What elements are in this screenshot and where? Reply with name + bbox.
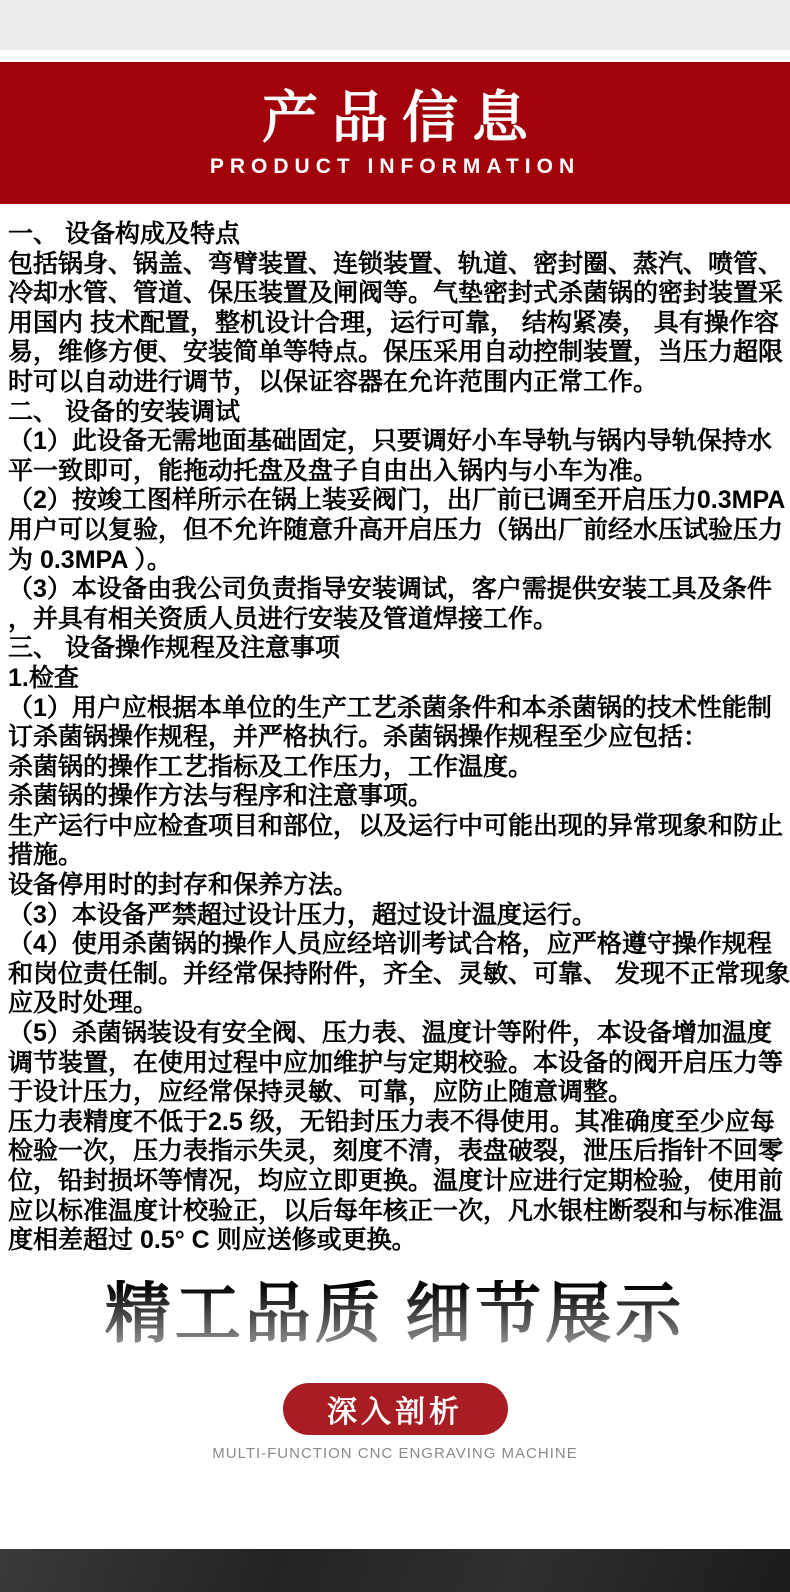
text-line: 度相差超过 0.5° C 则应送修或更换。 bbox=[8, 1226, 417, 1255]
text-line: 平一致即可，能拖动托盘及盘子自由出入锅内与小车为准。 bbox=[8, 456, 659, 485]
showcase-heading: 精工品质 细节展示 bbox=[0, 1280, 790, 1349]
text-line: （1）用户应根据本单位的生产工艺杀菌条件和本杀菌锅的技术性能制 bbox=[8, 693, 772, 722]
spacer bbox=[0, 1462, 790, 1549]
text-line: 检验一次，压力表指示失灵，刻度不清，表盘破裂，泄压后指针不回零 bbox=[8, 1137, 784, 1166]
text-line: 调节装置，在使用过程中应加维护与定期校验。本设备的阀开启压力等 bbox=[8, 1048, 784, 1077]
footer-bar bbox=[0, 1549, 790, 1592]
text-line: 订杀菌锅操作规程，并严格执行。杀菌锅操作规程至少应包括： bbox=[8, 723, 709, 752]
deep-analysis-button[interactable]: 深入剖析 bbox=[283, 1383, 508, 1435]
top-gap bbox=[0, 50, 790, 62]
text-line: 和岗位责任制。并经常保持附件，齐全、灵敏、可靠、 发现不正常现象 bbox=[8, 959, 790, 988]
text-line: （2）按竣工图样所示在锅上装妥阀门，出厂前已调至开启压力0.3MPA bbox=[8, 486, 786, 515]
text-line: 1.检查 bbox=[8, 663, 79, 692]
text-line: 设备停用时的封存和保养方法。 bbox=[8, 871, 359, 900]
product-info-banner bbox=[0, 62, 790, 204]
text-line: 一、 设备构成及特点 bbox=[8, 220, 240, 248]
top-gray-bar bbox=[0, 0, 790, 50]
text-line: 二、 设备的安装调试 bbox=[8, 397, 240, 426]
text-line: （3）本设备严禁超过设计压力，超过设计温度运行。 bbox=[8, 900, 597, 929]
text-line: 杀菌锅的操作方法与程序和注意事项。 bbox=[8, 782, 434, 811]
text-line: 用户可以复验，但不允许随意升高开启压力（锅出厂前经水压试验压力 bbox=[8, 515, 784, 544]
text-line: 措施。 bbox=[8, 841, 84, 870]
text-line: ，并具有相关资质人员进行安装及管道焊接工作。 bbox=[8, 604, 559, 633]
page-subtitle: PRODUCT INFORMATION bbox=[209, 154, 581, 178]
text-line: 生产运行中应检查项目和部位，以及运行中可能出现的异常现象和防止 bbox=[8, 811, 784, 840]
text-line: 包括锅身、锅盖、弯臂装置、连锁装置、轨道、密封圈、蒸汽、喷管、 bbox=[8, 249, 784, 278]
body-text bbox=[0, 204, 790, 1256]
text-line: （5）杀菌锅装设有安全阀、压力表、温度计等附件，本设备增加温度 bbox=[8, 1019, 772, 1048]
text-line: 应以标准温度计校验正，以后每年核正一次，凡水银柱断裂和与标准温 bbox=[8, 1196, 784, 1225]
text-line: 压力表精度不低于2.5 级，无铅封压力表不得使用。其准确度至少应每 bbox=[8, 1107, 775, 1136]
text-line: 时可以自动进行调节，以保证容器在允许范围内正常工作。 bbox=[8, 367, 659, 396]
text-line: 易，维修方便、安装简单等特点。保压采用自动控制装置，当压力超限 bbox=[8, 338, 784, 367]
text-line: 于设计压力，应经常保持灵敏、可靠，应防止随意调整。 bbox=[8, 1078, 634, 1107]
text-line: 用国内 技术配置，整机设计合理，运行可靠， 结构紧凑， 具有操作容 bbox=[8, 308, 779, 337]
text-line: （1）此设备无需地面基础固定，只要调好小车导轨与锅内导轨保持水 bbox=[8, 427, 772, 456]
text-line: 为 0.3MPA ）。 bbox=[8, 545, 172, 574]
text-line: 应及时处理。 bbox=[8, 989, 159, 1018]
text-line: 位，铅封损坏等情况，均应立即更换。温度计应进行定期检验，使用前 bbox=[8, 1167, 784, 1195]
quality-showcase-section bbox=[0, 1256, 790, 1462]
english-tagline: MULTI-FUNCTION CNC ENGRAVING MACHINE bbox=[212, 1445, 578, 1463]
text-line: 冷却水管、管道、保压装置及闸阀等。气垫密封式杀菌锅的密封装置采 bbox=[8, 279, 784, 308]
text-line: （3）本设备由我公司负责指导安装调试，客户需提供安装工具及条件 bbox=[8, 575, 772, 604]
page-title: 产品信息 bbox=[262, 86, 542, 150]
text-line: 杀菌锅的操作工艺指标及工作压力，工作温度。 bbox=[8, 752, 534, 781]
text-line: （4）使用杀菌锅的操作人员应经培训考试合格，应严格遵守操作规程 bbox=[8, 930, 772, 959]
text-line: 三、 设备操作规程及注意事项 bbox=[8, 634, 340, 663]
